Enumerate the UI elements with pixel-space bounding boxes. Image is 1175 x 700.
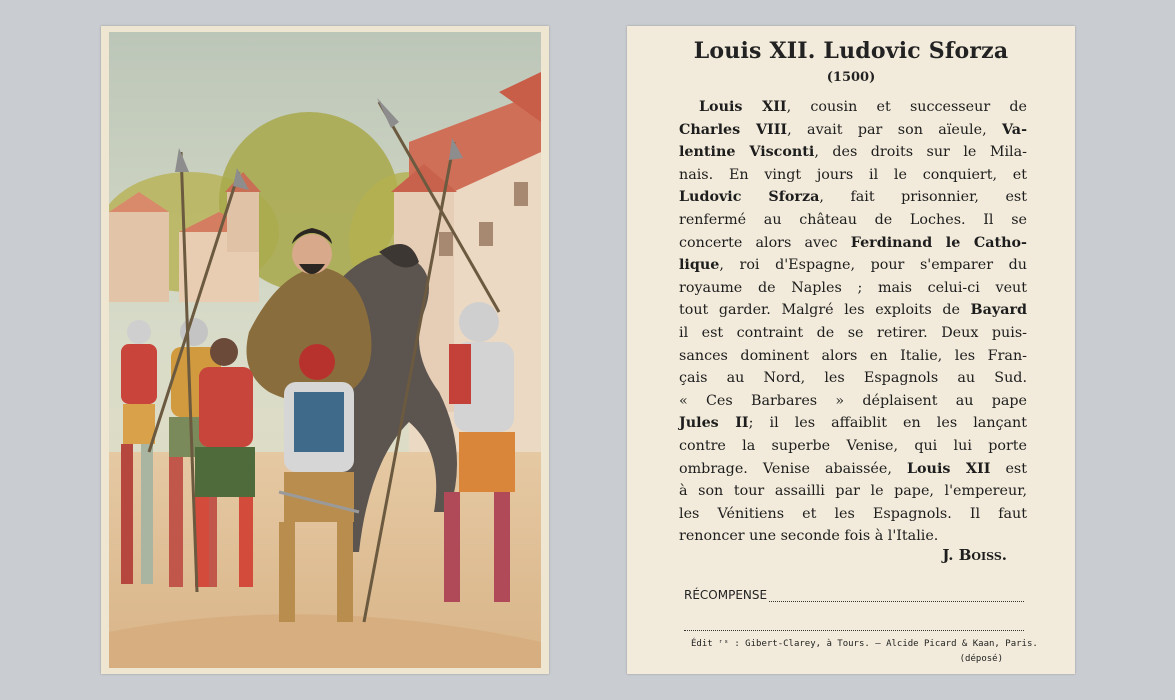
- body-line: [679, 96, 1027, 119]
- body-line: [679, 232, 1027, 255]
- body-line: [679, 345, 1027, 368]
- recompense-label: RÉCOMPENSE: [684, 588, 768, 602]
- bold-name: Louis XII: [699, 99, 787, 115]
- recompense-dotted-line: [769, 591, 1024, 602]
- text-segment: , cousin et successeur de: [786, 99, 1027, 115]
- text-segment: est: [990, 460, 1027, 477]
- text-segment: ; il les affaiblit en les lançant: [748, 415, 1028, 432]
- card-year: (1500): [826, 70, 876, 85]
- text-segment: à son tour assailli par le pape, l'empereur,: [679, 483, 1027, 500]
- text-segment: concerte alors avec: [679, 234, 851, 251]
- text-segment: tout garder. Malgré les exploits de: [679, 302, 971, 319]
- text-segment: contre la superbe Venise, qui lui porte: [679, 437, 1027, 454]
- illustration-card: [101, 26, 549, 674]
- text-segment: les Vénitiens et les Espagnols. Il faut: [679, 505, 1027, 522]
- text-segment: , roi d'Espagne, pour s'emparer du: [719, 257, 1027, 274]
- body-line: [679, 299, 1027, 322]
- bold-name: lentine Visconti: [679, 144, 815, 161]
- text-segment: ombrage. Venise abaissée,: [679, 460, 907, 477]
- text-segment: renoncer une seconde fois à l'Italie.: [679, 528, 939, 545]
- bold-name: Ludovic Sforza: [679, 189, 820, 206]
- body-line: [679, 254, 1027, 277]
- text-segment: , des droits sur le Mila-: [814, 144, 1027, 161]
- body-line: [679, 458, 1027, 481]
- bold-name: Charles VIII: [679, 121, 788, 138]
- signature: J. Boiss.: [942, 546, 1007, 564]
- card-title: Louis XII. Ludovic Sforza: [693, 38, 1009, 64]
- text-segment: royaume de Naples ; mais celui-ci veut: [679, 279, 1027, 296]
- body-line: [679, 164, 1027, 187]
- text-segment: « Ces Barbares » déplaisent au pape: [679, 392, 1027, 409]
- body-line: [679, 277, 1027, 300]
- text-card: [627, 26, 1075, 674]
- dotted-rule: [684, 630, 1024, 631]
- bold-name: Ferdinand le Catho-: [850, 234, 1027, 251]
- bold-name: Louis XII: [906, 460, 991, 477]
- text-segment: , avait par son aïeule,: [787, 121, 1003, 138]
- bold-name: Va-: [1002, 121, 1028, 138]
- body-line: [679, 412, 1027, 435]
- text-segment: sances dominent alors en Italie, les Fran-: [679, 347, 1027, 364]
- body-line: [679, 435, 1027, 458]
- body-line: [679, 119, 1027, 142]
- body-line: [679, 186, 1027, 209]
- bold-name: Bayard: [970, 302, 1027, 319]
- text-segment: renfermé au château de Loches. Il se: [679, 211, 1027, 228]
- text-segment: il est contraint de se retirer. Deux puis-: [679, 324, 1027, 341]
- card-body-text: [679, 96, 1027, 548]
- body-line: [679, 390, 1027, 413]
- bold-name: Jules II: [679, 415, 749, 432]
- bold-name: lique: [679, 257, 720, 274]
- text-segment: çais au Nord, les Espagnols au Sud.: [679, 370, 1027, 387]
- body-line: [679, 322, 1027, 345]
- depose-note: (déposé): [959, 654, 1003, 664]
- body-line: [679, 525, 1027, 548]
- body-line: [679, 503, 1027, 526]
- body-line: [679, 141, 1027, 164]
- chromolithograph-illustration: [109, 32, 541, 668]
- text-segment: nais. En vingt jours il le conquiert, et: [679, 166, 1027, 183]
- body-line: [679, 480, 1027, 503]
- body-line: [679, 367, 1027, 390]
- body-line: [679, 209, 1027, 232]
- recompense-field: [684, 588, 1024, 602]
- editor-line: Édit ʳˢ : Gibert-Clarey, à Tours. — Alcide Picard & Kaan, Paris.: [691, 639, 1038, 649]
- text-segment: , fait prisonnier, est: [819, 189, 1027, 206]
